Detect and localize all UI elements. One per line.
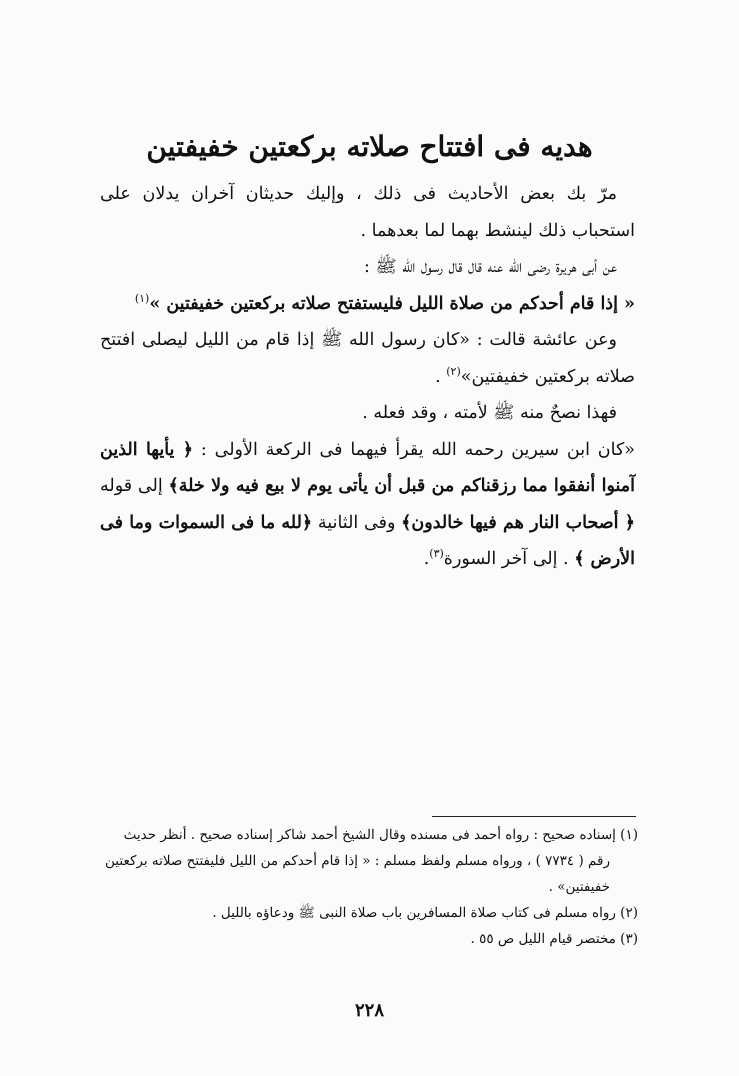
ibn-sirin-period: . <box>423 549 430 569</box>
footnote-2: (٢) رواه مسلم فى كتاب صلاة المسافرين باب صلاة النبى ﷺ ودعاؤه بالليل . <box>212 905 638 921</box>
hadith-2-text: وعن عائشة قالت : «كان رسول الله ﷺ إذا قام من الليل ليصلى افتتح صلاته بركعتين خفيفتين» <box>100 330 635 387</box>
quran-verse-2: ﴿ أصحاب النار هم فيها خالدون﴾ <box>401 512 635 533</box>
ibn-sirin-connector-2: وفى الثانية <box>312 512 402 533</box>
hadith-2-end: . <box>435 366 447 387</box>
footnote-1-line-2: رقم ( ٧٧٣٤ ) ، ورواه مسلم ولفظ مسلم : « إذا قام أحدكم من الليل فليفتتح صلاته بركعتين <box>105 853 610 869</box>
paragraph-hadith-aisha <box>100 322 635 395</box>
ibn-sirin-intro: «كان ابن سيرين رحمه الله يقرأ فيهما فى الركعة الأولى : <box>193 439 635 460</box>
quran-verse-3: ﴿لله ما فى السموات وما فى الأرض ﴾ <box>100 512 635 569</box>
paragraph-intro: مرّ بك بعض الأحاديث فى ذلك ، وإليك حديثان آخران يدلان على استحباب ذلك لينشط بهما لما بعدهما . <box>100 184 635 241</box>
footnote-ref-2: (٢) <box>446 364 461 378</box>
page-title: هديه فى افتتاح صلاته بركعتين خفيفتين <box>146 130 593 163</box>
main-text <box>100 176 635 578</box>
footnote-ref-1: (١) <box>134 291 150 305</box>
footnote-1-line-3: خفيفتين» . <box>548 879 610 895</box>
ibn-sirin-connector-1: إلى قوله <box>100 476 169 496</box>
paragraph-hadith-1 <box>100 286 635 323</box>
footnote-divider <box>432 816 636 817</box>
paragraph-advice: فهذا نصحٌ منه ﷺ لأمته ، وقد فعله . <box>362 403 617 423</box>
paragraph-narration-abu-huraira: عن أبى هريرة رضى الله عنه قال قال رسول الله ﷺ : <box>364 257 617 277</box>
hadith-1-text: « إذا قام أحدكم من صلاة الليل فليستفتح صلاته بركعتين خفيفتين » <box>149 293 635 314</box>
page-number: ٢٢٨ <box>354 1000 384 1021</box>
footnote-3: (٣) مختصر قيام الليل ص ٥٥ . <box>470 931 638 947</box>
paragraph-ibn-sirin <box>100 432 635 578</box>
ibn-sirin-end: . إلى آخر السورة <box>443 549 575 569</box>
footnote-ref-3: (٣) <box>429 547 444 561</box>
quran-verse-1: ﴿ يأيها الذين آمنوا أنفقوا مما رزقناكم من قبل أن يأتى يوم لا بيع فيه ولا خلة﴾ <box>100 439 636 496</box>
footnote-1-line-1: (١) إسناده صحيح : رواه أحمد فى مسنده وقال الشيخ أحمد شاكر إسناده صحيح . أنظر حديث <box>123 827 638 843</box>
footnotes <box>100 822 638 952</box>
